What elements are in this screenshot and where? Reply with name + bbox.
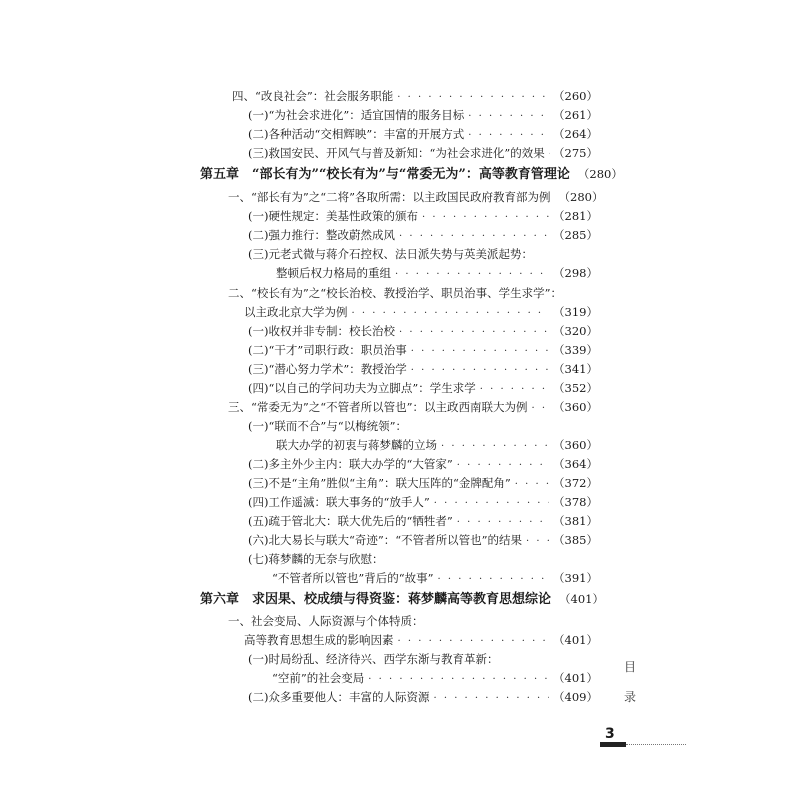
toc-entry bbox=[232, 88, 598, 106]
toc-entry-page: （352） bbox=[553, 381, 598, 395]
toc-entry-title: “不管者所以管也”背后的“故事” bbox=[272, 571, 434, 585]
toc-entry-title: (二)“干才”司职行政：职员治事 bbox=[248, 343, 407, 357]
toc-entry-page: （261） bbox=[553, 108, 598, 122]
leader-dots bbox=[480, 382, 549, 398]
toc-entry-title: (一)“为社会求进化”：适宜国情的服务目标 bbox=[248, 108, 465, 122]
page-number: 3 bbox=[605, 726, 615, 742]
toc-entry bbox=[248, 126, 598, 144]
toc-entry-title: (三)救国安民、开风气与普及新知：“为社会求进化”的效果 bbox=[248, 146, 545, 160]
toc-entry-title: 以主政北京大学为例 bbox=[244, 305, 348, 319]
toc-entry bbox=[272, 570, 598, 588]
toc-entry bbox=[248, 456, 598, 474]
toc-entry bbox=[248, 342, 598, 360]
leader-dots bbox=[441, 439, 549, 455]
toc-entry-title: (一)“联而不合”与“以梅统领”： bbox=[248, 419, 407, 433]
leader-dots bbox=[526, 534, 549, 550]
toc-entry-page: （385） bbox=[553, 533, 598, 547]
toc-entry-title: (一)收权并非专制：校长治校 bbox=[248, 324, 395, 338]
leader-dots bbox=[433, 691, 549, 707]
leader-dots bbox=[352, 306, 550, 322]
toc-entry-page: （298） bbox=[553, 266, 598, 280]
leader-dots bbox=[457, 458, 549, 474]
toc-entry bbox=[248, 551, 598, 567]
leader-dots bbox=[468, 128, 549, 144]
leader-dots bbox=[399, 325, 549, 341]
toc-entry-title: 一、“部长有为”之“二将”各取所需：以主政国民政府教育部为例 bbox=[228, 190, 551, 204]
toc-entry-page: （280） bbox=[577, 167, 623, 181]
toc-entry bbox=[248, 475, 598, 493]
leader-dots bbox=[411, 363, 549, 379]
toc-entry-title: (四)工作遥滅：联大事务的“放手人” bbox=[248, 495, 430, 509]
toc-entry-page: （320） bbox=[553, 324, 598, 338]
toc-entry bbox=[248, 532, 598, 550]
toc-entry bbox=[248, 246, 598, 262]
toc-entry-title: (二)众多重要他人：丰富的人际资源 bbox=[248, 690, 430, 704]
toc-entry-page: （360） bbox=[553, 400, 598, 414]
toc-entry-title: 四、“改良社会”：社会服务职能 bbox=[232, 89, 394, 103]
toc-entry-title: (一)时局纷乱、经济待兴、西学东渐与教育革新： bbox=[248, 652, 499, 666]
toc-entry bbox=[248, 494, 598, 512]
toc-entry-page: （319） bbox=[553, 305, 598, 319]
toc-entry bbox=[244, 304, 598, 322]
toc-entry-page: （275） bbox=[553, 146, 598, 160]
toc-entry bbox=[248, 145, 598, 163]
leader-dots bbox=[457, 515, 549, 531]
toc-entry-page: （280） bbox=[558, 190, 604, 204]
toc-entry-page: （409） bbox=[553, 690, 598, 704]
toc-entry-title: 第五章 “部长有为”“校长有为”与“常委无为”：高等教育管理论 bbox=[200, 167, 570, 182]
toc-entry-page: （401） bbox=[553, 633, 598, 647]
toc-entry bbox=[276, 437, 598, 455]
toc-entry bbox=[248, 361, 598, 379]
toc-entry-page: （281） bbox=[553, 209, 598, 223]
toc-entry-title: 整顿后权力格局的重组 bbox=[276, 266, 391, 280]
toc-entry-page: （378） bbox=[553, 495, 598, 509]
toc-entry bbox=[248, 208, 598, 226]
leader-dots bbox=[397, 90, 549, 106]
leader-dots bbox=[434, 496, 549, 512]
toc-entry-title: 二、“校长有为”之“校长治校、教授治学、职员治事、学生求学”： bbox=[228, 286, 563, 300]
toc-entry bbox=[248, 418, 598, 434]
toc-entry-page: （401） bbox=[559, 592, 604, 606]
toc-entry-page: （264） bbox=[553, 127, 598, 141]
side-heading-bottom: 录 bbox=[624, 690, 637, 704]
toc-entry-title: (三)“潜心努力学术”：教授治学 bbox=[248, 362, 407, 376]
toc-entry-title: (五)疏于管北大：联大优先后的“牺牲者” bbox=[248, 514, 453, 528]
toc-entry bbox=[248, 513, 598, 531]
toc-chapter-entry bbox=[200, 166, 623, 184]
toc-entry-title: (六)北大易长与联大“奇迹”：“不管者所以管也”的结果 bbox=[248, 533, 522, 547]
toc-entry bbox=[228, 613, 598, 629]
toc-entry bbox=[276, 265, 598, 283]
toc-entry-page: （364） bbox=[553, 457, 598, 471]
toc-entry-page: （341） bbox=[553, 362, 598, 376]
toc-entry-page: （372） bbox=[553, 476, 598, 490]
toc-chapter-entry bbox=[200, 591, 604, 609]
leader-dots bbox=[515, 477, 549, 493]
toc-entry-title: “空前”的社会变局 bbox=[272, 671, 365, 685]
toc-entry-title: (二)多主外少主内：联大办学的“大管家” bbox=[248, 457, 453, 471]
toc-entry bbox=[228, 399, 598, 417]
toc-entry-title: (一)硬性规定：美基性政策的颁布 bbox=[248, 209, 418, 223]
page-number-bar bbox=[600, 742, 626, 747]
leader-dots bbox=[468, 109, 549, 125]
toc-entry bbox=[248, 380, 598, 398]
toc-entry-title: 三、“常委无为”之“不管者所以管也”：以主政西南联大为例 bbox=[228, 400, 528, 414]
toc-entry-title: 第六章 求因果、校成绩与得资鉴：蒋梦麟高等教育思想综论 bbox=[200, 592, 552, 607]
toc-entry-title: 高等教育思想生成的影响因素 bbox=[244, 633, 394, 647]
page-footer-dots bbox=[626, 744, 686, 745]
toc-entry bbox=[248, 651, 598, 667]
leader-dots bbox=[368, 672, 549, 688]
side-heading-top: 目 bbox=[624, 660, 637, 674]
toc-entry-title: (七)蒋梦麟的无奈与欣慰： bbox=[248, 552, 384, 566]
toc-entry bbox=[228, 285, 598, 301]
leader-dots bbox=[438, 572, 550, 588]
leader-dots bbox=[395, 267, 549, 283]
toc-entry-title: 一、社会变局、人际资源与个体特质： bbox=[228, 614, 424, 628]
toc-entry-page: （401） bbox=[553, 671, 598, 685]
toc-entry-title: 联大办学的初衷与蒋梦麟的立场 bbox=[276, 438, 437, 452]
toc-entry-title: (二)强力推行：整改蔚然成风 bbox=[248, 228, 395, 242]
leader-dots bbox=[399, 229, 549, 245]
toc-entry-page: （381） bbox=[553, 514, 598, 528]
leader-dots bbox=[532, 401, 550, 417]
toc-entry bbox=[272, 670, 598, 688]
toc-entry bbox=[248, 689, 598, 707]
toc-entry-page: （391） bbox=[553, 571, 598, 585]
toc-entry bbox=[228, 189, 604, 207]
leader-dots bbox=[422, 210, 549, 226]
toc-entry bbox=[248, 227, 598, 245]
toc-entry-title: (二)各种活动“交相辉映”：丰富的开展方式 bbox=[248, 127, 465, 141]
toc-entry-title: (三)元老式微与蒋介石控权、法日派失势与英美派起势： bbox=[248, 247, 533, 261]
toc-entry-title: (四)“以自己的学问功夫为立脚点”：学生求学 bbox=[248, 381, 476, 395]
toc-entry bbox=[244, 632, 598, 650]
toc-entry-page: （285） bbox=[553, 228, 598, 242]
toc-entry-page: （260） bbox=[553, 89, 598, 103]
toc-entry bbox=[248, 323, 598, 341]
toc-entry-page: （360） bbox=[553, 438, 598, 452]
leader-dots bbox=[398, 634, 550, 650]
toc-entry-page: （339） bbox=[553, 343, 598, 357]
toc-entry bbox=[248, 107, 598, 125]
toc-entry-title: (三)不是“主角”胜似“主角”：联大压阵的“金牌配角” bbox=[248, 476, 511, 490]
leader-dots bbox=[411, 344, 549, 360]
